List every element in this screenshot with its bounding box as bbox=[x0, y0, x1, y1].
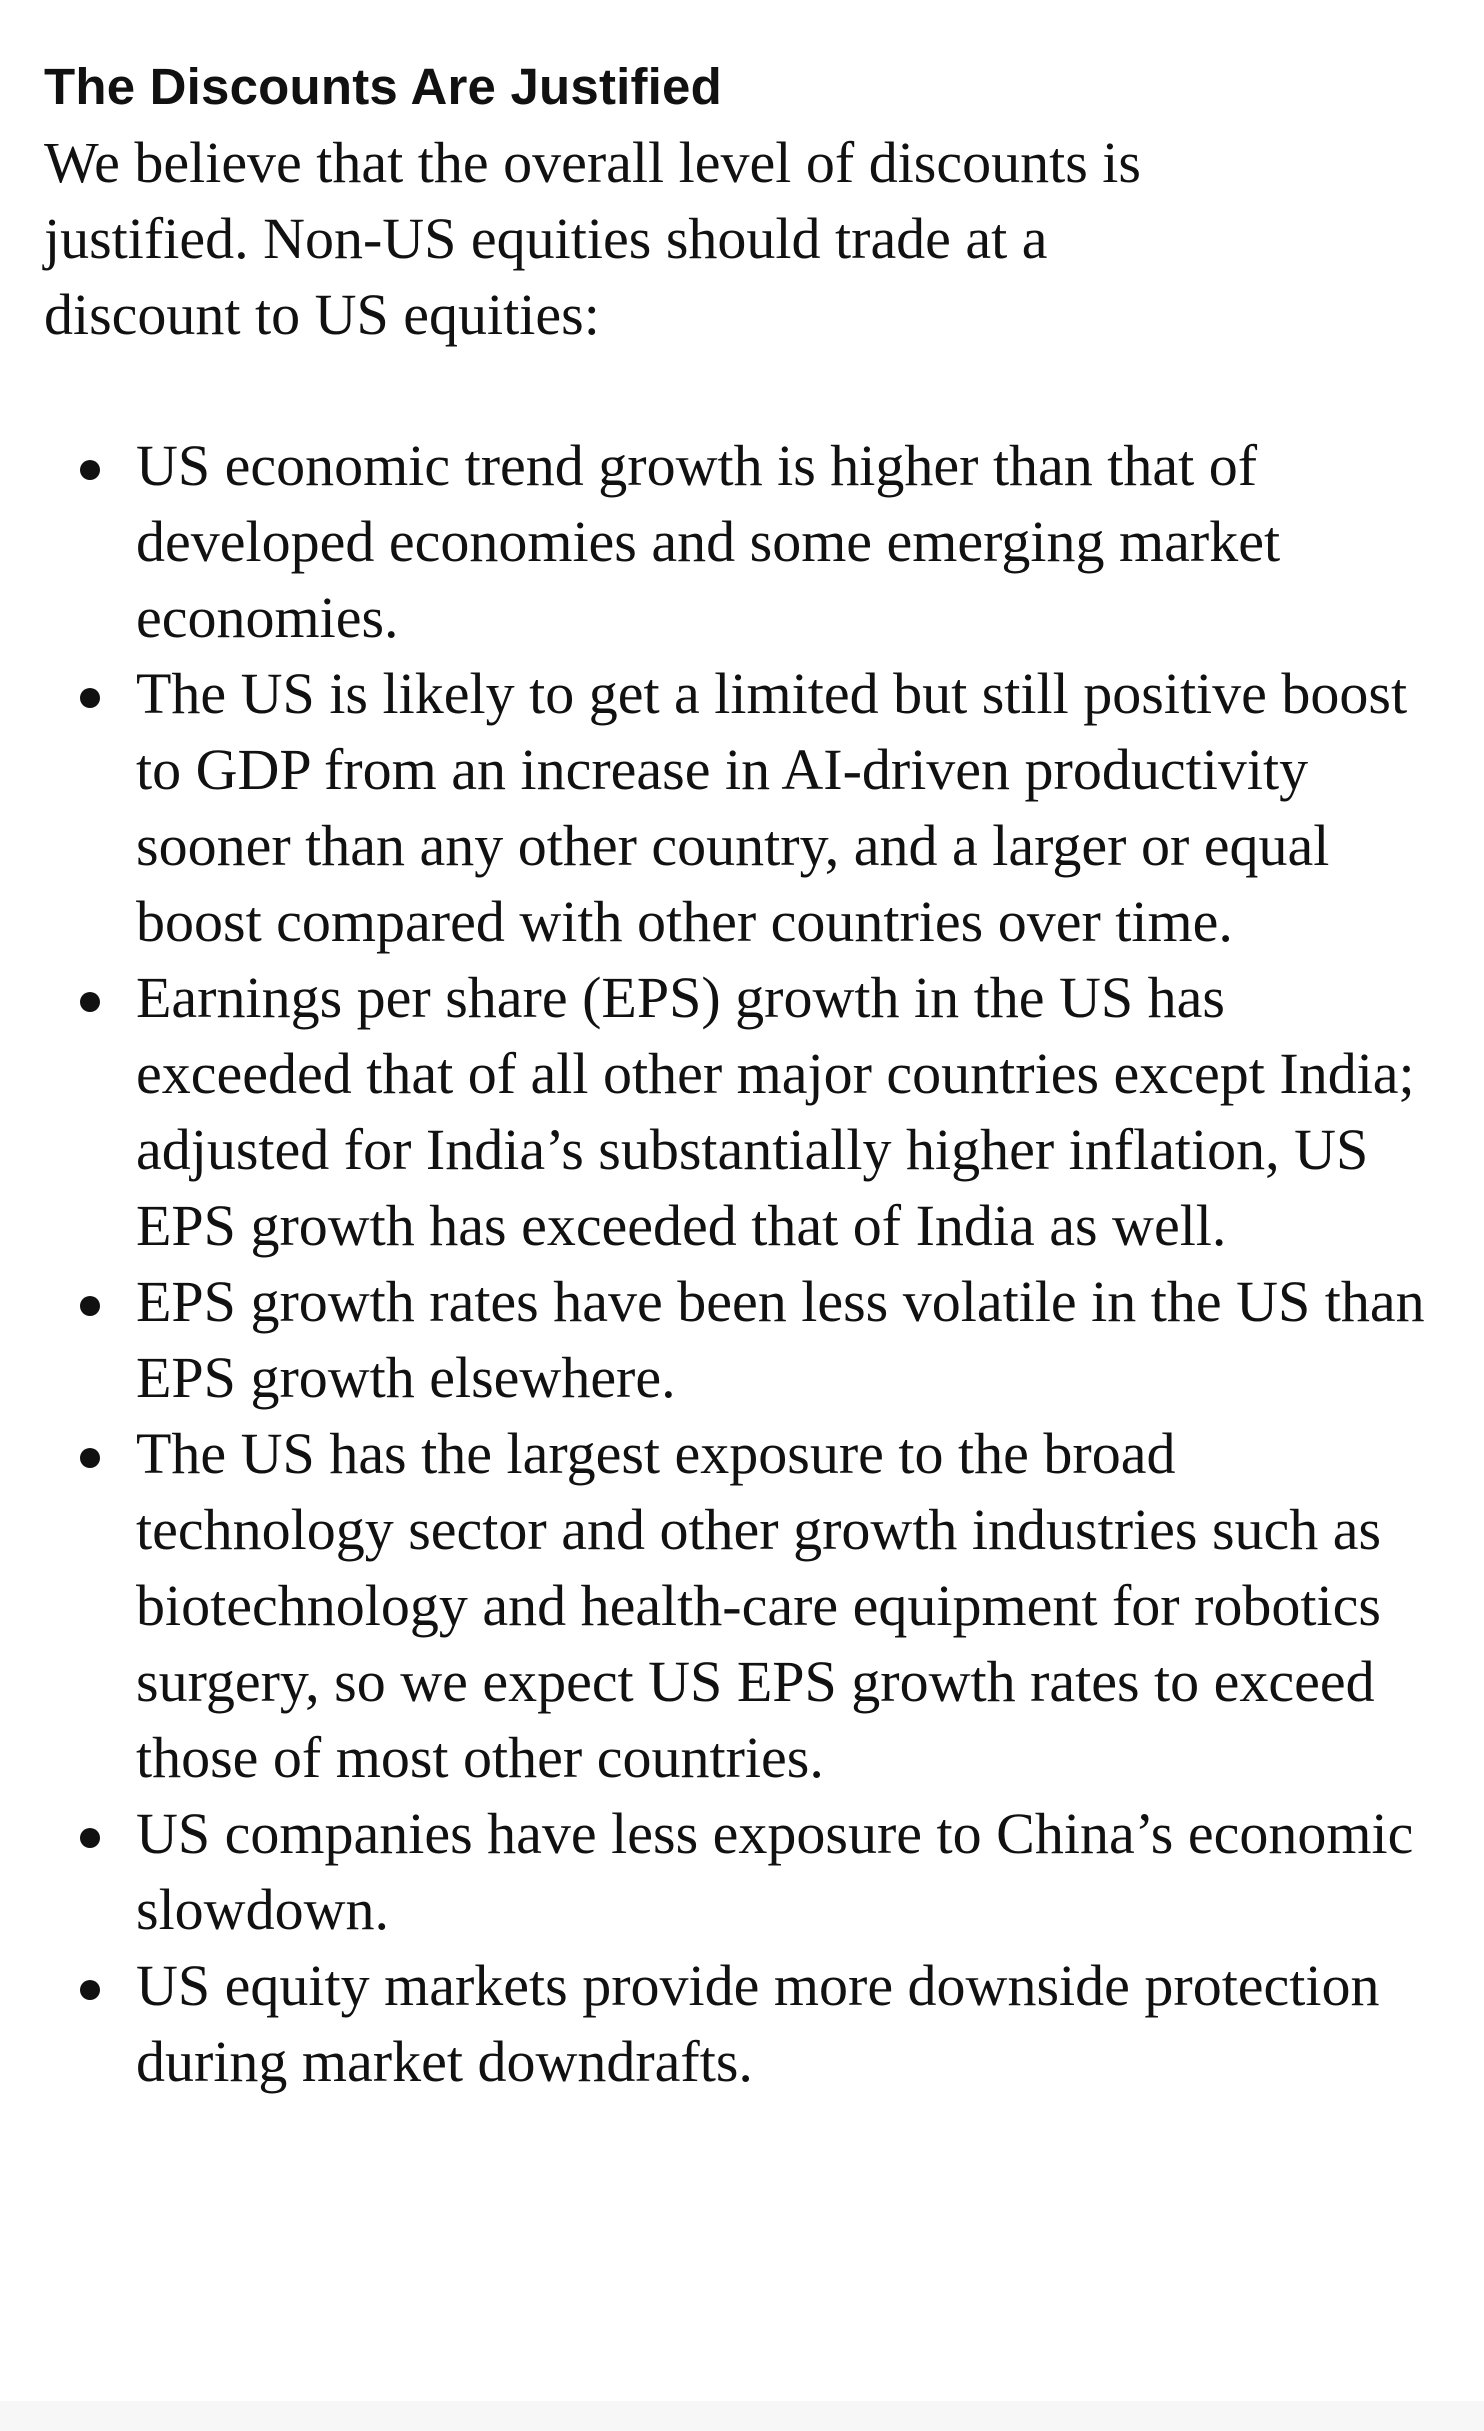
bullet-text: The US is likely to get a limited but still positive boost to GDP from an increase in AI-driven productivity sooner than any other country, and a larger or equal boost compared with other countries over time. bbox=[136, 661, 1408, 954]
bottom-strip bbox=[0, 2401, 1484, 2431]
section-heading: The Discounts Are Justified bbox=[44, 58, 722, 115]
bullet-item bbox=[0, 960, 1426, 1264]
bullet-list bbox=[0, 428, 1426, 2100]
bullet-dot-icon bbox=[80, 992, 100, 1012]
bullet-item bbox=[0, 428, 1426, 656]
bullet-dot-icon bbox=[80, 1448, 100, 1468]
bullet-text: US economic trend growth is higher than that of developed economies and some emerging market economies. bbox=[136, 433, 1281, 650]
bullet-dot-icon bbox=[80, 1980, 100, 2000]
bullet-text: US companies have less exposure to China’s economic slowdown. bbox=[136, 1801, 1414, 1942]
bullet-item bbox=[0, 1948, 1426, 2100]
bullet-item bbox=[0, 656, 1426, 960]
bullet-dot-icon bbox=[80, 460, 100, 480]
bullet-item bbox=[0, 1416, 1426, 1796]
bullet-text: The US has the largest exposure to the broad technology sector and other growth industries such as biotechnology and health-care equipment for robotics surgery, so we expect US EPS growth rates to exceed those of most other countries. bbox=[136, 1421, 1382, 1790]
bullet-item bbox=[0, 1264, 1426, 1416]
bullet-text: US equity markets provide more downside protection during market downdrafts. bbox=[136, 1953, 1380, 2094]
bullet-text: EPS growth rates have been less volatile in the US than EPS growth elsewhere. bbox=[136, 1269, 1425, 1410]
bullet-dot-icon bbox=[80, 688, 100, 708]
bullet-text: Earnings per share (EPS) growth in the US has exceeded that of all other major countries except India; adjusted for India’s substantially higher inflation, US EPS growth has exceeded that of India as well. bbox=[136, 965, 1415, 1258]
bullet-item bbox=[0, 1796, 1426, 1948]
intro-paragraph: We believe that the overall level of discounts is justified. Non-US equities should trade at a discount to US equities: bbox=[44, 130, 1141, 347]
bullet-dot-icon bbox=[80, 1296, 100, 1316]
bullet-dot-icon bbox=[80, 1828, 100, 1848]
